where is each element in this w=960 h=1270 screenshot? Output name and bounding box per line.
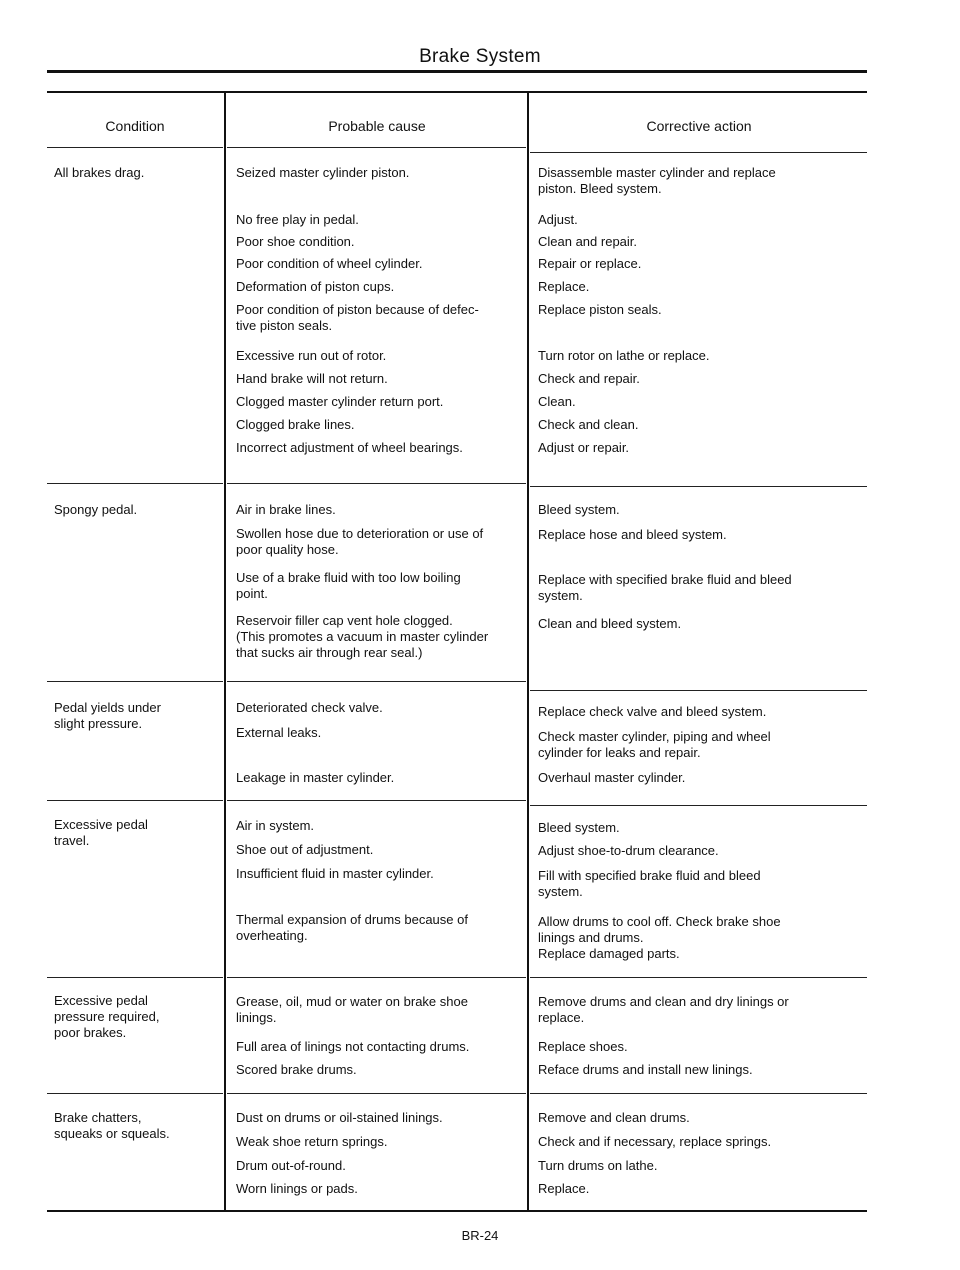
column-divider xyxy=(527,93,529,1211)
row-separator xyxy=(530,805,867,806)
column-divider xyxy=(224,93,226,1211)
action-line: Turn rotor on lathe or replace. xyxy=(538,348,710,363)
action-line: Turn drums on lathe. xyxy=(538,1158,658,1173)
cause-line: Air in system. xyxy=(236,818,315,833)
cause-line: Hand brake will not return. xyxy=(236,371,388,386)
table-bottom-rule xyxy=(47,1210,867,1212)
row-separator xyxy=(47,483,223,484)
action-line: Adjust or repair. xyxy=(538,440,630,455)
cause-line: Grease, oil, mud or water on brake shoe linings. xyxy=(236,994,468,1025)
cause-line: Poor shoe condition. xyxy=(236,234,355,249)
row-separator xyxy=(530,486,867,487)
action-line: Clean and bleed system. xyxy=(538,616,682,631)
column-header-condition: Condition xyxy=(105,118,165,134)
column-header-action: Corrective action xyxy=(646,118,752,134)
column-header-cause: Probable cause xyxy=(328,118,426,134)
cause-line: Scored brake drums. xyxy=(236,1062,357,1077)
action-line: Replace piston seals. xyxy=(538,302,662,317)
cause-line: Swollen hose due to deterioration or use of poor quality hose. xyxy=(236,526,484,557)
row-separator xyxy=(530,977,867,978)
action-line: Replace. xyxy=(538,279,590,294)
cause-line: Seized master cylinder piston. xyxy=(236,165,410,180)
row-separator xyxy=(227,977,526,978)
cause-line: Clogged master cylinder return port. xyxy=(236,394,444,409)
page-number: BR-24 xyxy=(461,1228,499,1243)
action-line: Bleed system. xyxy=(538,502,620,517)
action-line: Replace with specified brake fluid and bleed system. xyxy=(538,572,792,603)
row-separator xyxy=(530,690,867,691)
cause-line: Excessive run out of rotor. xyxy=(236,348,387,363)
row-separator xyxy=(47,800,223,801)
cause-line: Deformation of piston cups. xyxy=(236,279,395,294)
condition-cell: Excessive pedal pressure required, poor brakes. xyxy=(54,993,160,1040)
row-separator xyxy=(47,147,223,148)
action-line: Replace. xyxy=(538,1181,590,1196)
action-line: Fill with specified brake fluid and bleed system. xyxy=(538,868,761,899)
cause-line: Full area of linings not contacting drums. xyxy=(236,1039,470,1054)
action-line: Remove drums and clean and dry linings or replace. xyxy=(538,994,789,1025)
action-line: Check and if necessary, replace springs. xyxy=(538,1134,772,1149)
cause-line: Worn linings or pads. xyxy=(236,1181,358,1196)
cause-line: Drum out-of-round. xyxy=(236,1158,346,1173)
condition-cell: Pedal yields under slight pressure. xyxy=(54,700,161,731)
row-separator xyxy=(227,800,526,801)
action-line: Check and clean. xyxy=(538,417,639,432)
cause-line: Thermal expansion of drums because of overheating. xyxy=(236,912,468,943)
action-line: Check and repair. xyxy=(538,371,640,386)
row-separator xyxy=(530,1093,867,1094)
action-line: Adjust. xyxy=(538,212,578,227)
cause-line: Shoe out of adjustment. xyxy=(236,842,374,857)
cause-line: Insufficient fluid in master cylinder. xyxy=(236,866,434,881)
cause-line: External leaks. xyxy=(236,725,322,740)
cause-line: Poor condition of piston because of defec- tive piston seals. xyxy=(236,302,479,333)
action-line: Clean. xyxy=(538,394,576,409)
cause-line: Clogged brake lines. xyxy=(236,417,355,432)
condition-cell: All brakes drag. xyxy=(54,165,145,180)
cause-line: Dust on drums or oil-stained linings. xyxy=(236,1110,443,1125)
action-line: Repair or replace. xyxy=(538,256,642,271)
cause-line: Air in brake lines. xyxy=(236,502,336,517)
condition-cell: Brake chatters, squeaks or squeals. xyxy=(54,1110,170,1141)
action-line: Bleed system. xyxy=(538,820,620,835)
cause-line: Leakage in master cylinder. xyxy=(236,770,395,785)
row-separator xyxy=(227,483,526,484)
action-line: Remove and clean drums. xyxy=(538,1110,690,1125)
action-line: Overhaul master cylinder. xyxy=(538,770,686,785)
table-top-rule xyxy=(47,91,867,93)
cause-line: Weak shoe return springs. xyxy=(236,1134,388,1149)
row-separator xyxy=(227,1093,526,1094)
action-line: Allow drums to cool off. Check brake shoe linings and drums. Replace damaged parts. xyxy=(538,914,781,961)
row-separator xyxy=(530,152,867,153)
cause-line: Reservoir filler cap vent hole clogged. (This promotes a vacuum in master cylinder that sucks air through rear seal.) xyxy=(236,613,489,660)
cause-line: Poor condition of wheel cylinder. xyxy=(236,256,423,271)
page-title: Brake System xyxy=(419,46,541,67)
cause-line: No free play in pedal. xyxy=(236,212,359,227)
header-rule xyxy=(47,70,867,73)
row-separator xyxy=(227,681,526,682)
condition-cell: Spongy pedal. xyxy=(54,502,138,517)
action-line: Reface drums and install new linings. xyxy=(538,1062,753,1077)
action-line: Clean and repair. xyxy=(538,234,638,249)
action-line: Disassemble master cylinder and replace piston. Bleed system. xyxy=(538,165,776,196)
row-separator xyxy=(47,681,223,682)
action-line: Check master cylinder, piping and wheel cylinder for leaks and repair. xyxy=(538,729,771,760)
cause-line: Use of a brake fluid with too low boiling point. xyxy=(236,570,461,601)
row-separator xyxy=(47,977,223,978)
action-line: Replace check valve and bleed system. xyxy=(538,704,767,719)
cause-line: Incorrect adjustment of wheel bearings. xyxy=(236,440,463,455)
action-line: Replace shoes. xyxy=(538,1039,628,1054)
condition-cell: Excessive pedal travel. xyxy=(54,817,148,848)
row-separator xyxy=(227,147,526,148)
action-line: Adjust shoe-to-drum clearance. xyxy=(538,843,719,858)
cause-line: Deteriorated check valve. xyxy=(236,700,383,715)
action-line: Replace hose and bleed system. xyxy=(538,527,727,542)
row-separator xyxy=(47,1093,223,1094)
